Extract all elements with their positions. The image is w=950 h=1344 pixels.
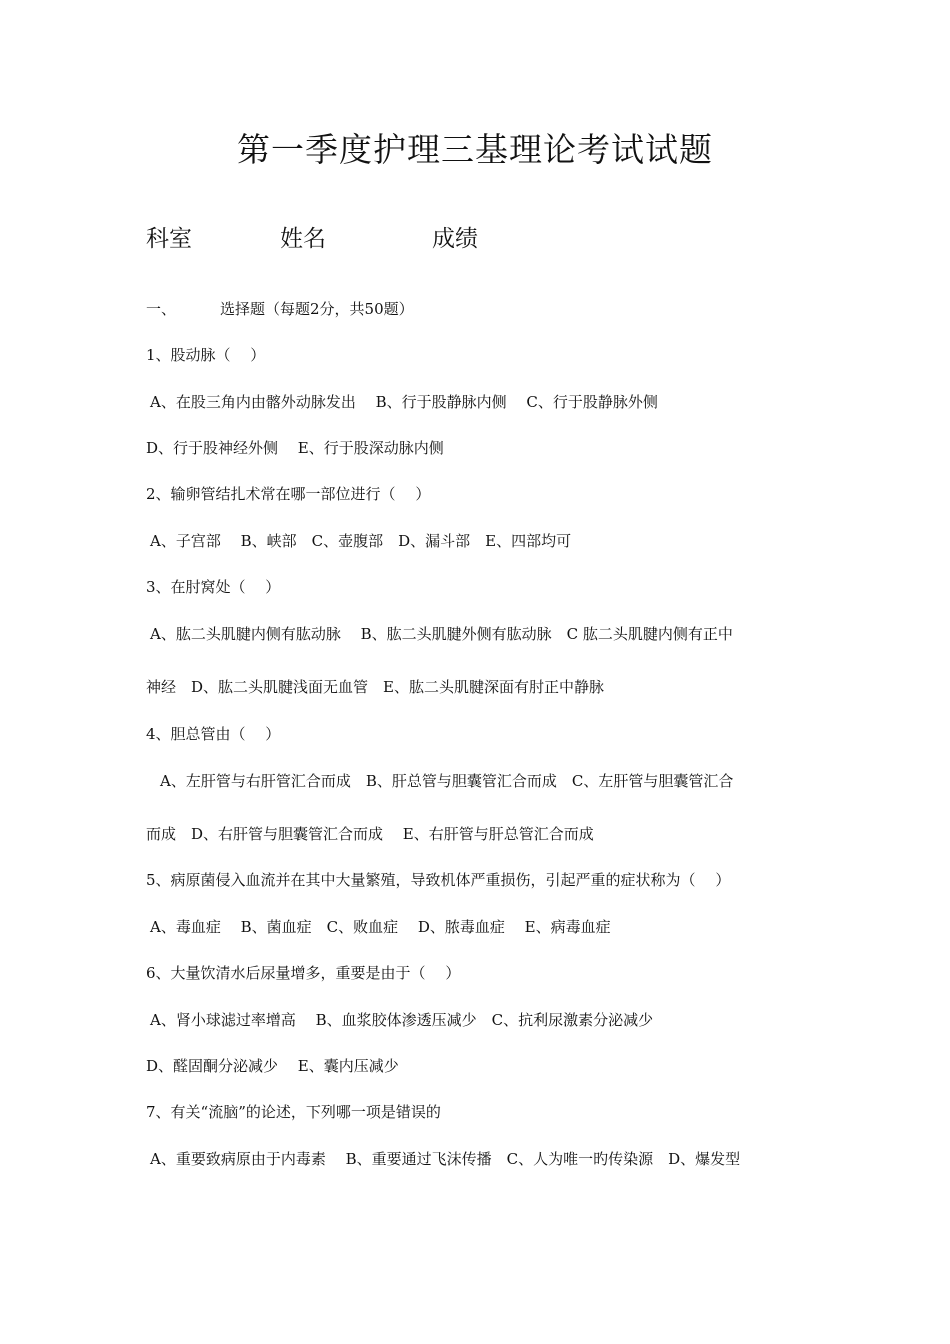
question-7-options-a: A、重要致病原由于内毒素 B、重要通过飞沫传播 C、人为唯一旳传染源 D、爆发型 <box>150 1150 741 1168</box>
question-1-options-a: A、在股三角内由髂外动脉发出 B、行于股静脉内侧 C、行于股静脉外侧 <box>150 393 658 411</box>
department-label: 科室 <box>146 226 192 252</box>
question-4-options-a: A、左肝管与右肝管汇合而成 B、肝总管与胆囊管汇合而成 C、左肝管与胆囊管汇合 <box>160 772 734 790</box>
question-2-options: A、子宫部 B、峡部 C、壶腹部 D、漏斗部 E、四部均可 <box>150 532 572 550</box>
question-5-options: A、毒血症 B、菌血症 C、败血症 D、脓毒血症 E、病毒血症 <box>150 918 611 936</box>
question-7: 7、有关“流脑”的论述，下列哪一项是错误的 <box>146 1103 441 1121</box>
question-4-options-b: 而成 D、右肝管与胆囊管汇合而成 E、右肝管与肝总管汇合而成 <box>146 825 594 843</box>
question-3-options-b: 神经 D、肱二头肌腱浅面无血管 E、肱二头肌腱深面有肘正中静脉 <box>146 678 604 696</box>
name-label: 姓名 <box>280 226 326 252</box>
document-title: 第一季度护理三基理论考试试题 <box>237 130 713 169</box>
question-3: 3、在肘窝处（ ） <box>146 578 281 596</box>
section-title: 选择题（每题2分，共50题） <box>220 300 414 318</box>
question-2: 2、输卵管结扎术常在哪一部位进行（ ） <box>146 485 431 503</box>
question-6-options-a: A、肾小球滤过率增高 B、血浆胶体渗透压减少 C、抗利尿激素分泌减少 <box>150 1011 654 1029</box>
question-1: 1、股动脉（ ） <box>146 346 266 364</box>
question-6-options-b: D、醛固酮分泌减少 E、囊内压减少 <box>146 1057 399 1075</box>
question-3-options-a: A、肱二头肌腱内侧有肱动脉 B、肱二头肌腱外侧有肱动脉 C 肱二头肌腱内侧有正中 <box>150 625 733 643</box>
section-number: 一、 <box>146 300 177 318</box>
question-4: 4、胆总管由（ ） <box>146 725 281 743</box>
question-1-options-b: D、行于股神经外侧 E、行于股深动脉内侧 <box>146 439 444 457</box>
question-6: 6、大量饮清水后尿量增多，重要是由于（ ） <box>146 964 461 982</box>
score-label: 成绩 <box>432 226 478 252</box>
question-5: 5、病原菌侵入血流并在其中大量繁殖，导致机体严重损伤，引起严重的症状称为（ ） <box>146 871 731 889</box>
section-heading <box>146 298 414 320</box>
